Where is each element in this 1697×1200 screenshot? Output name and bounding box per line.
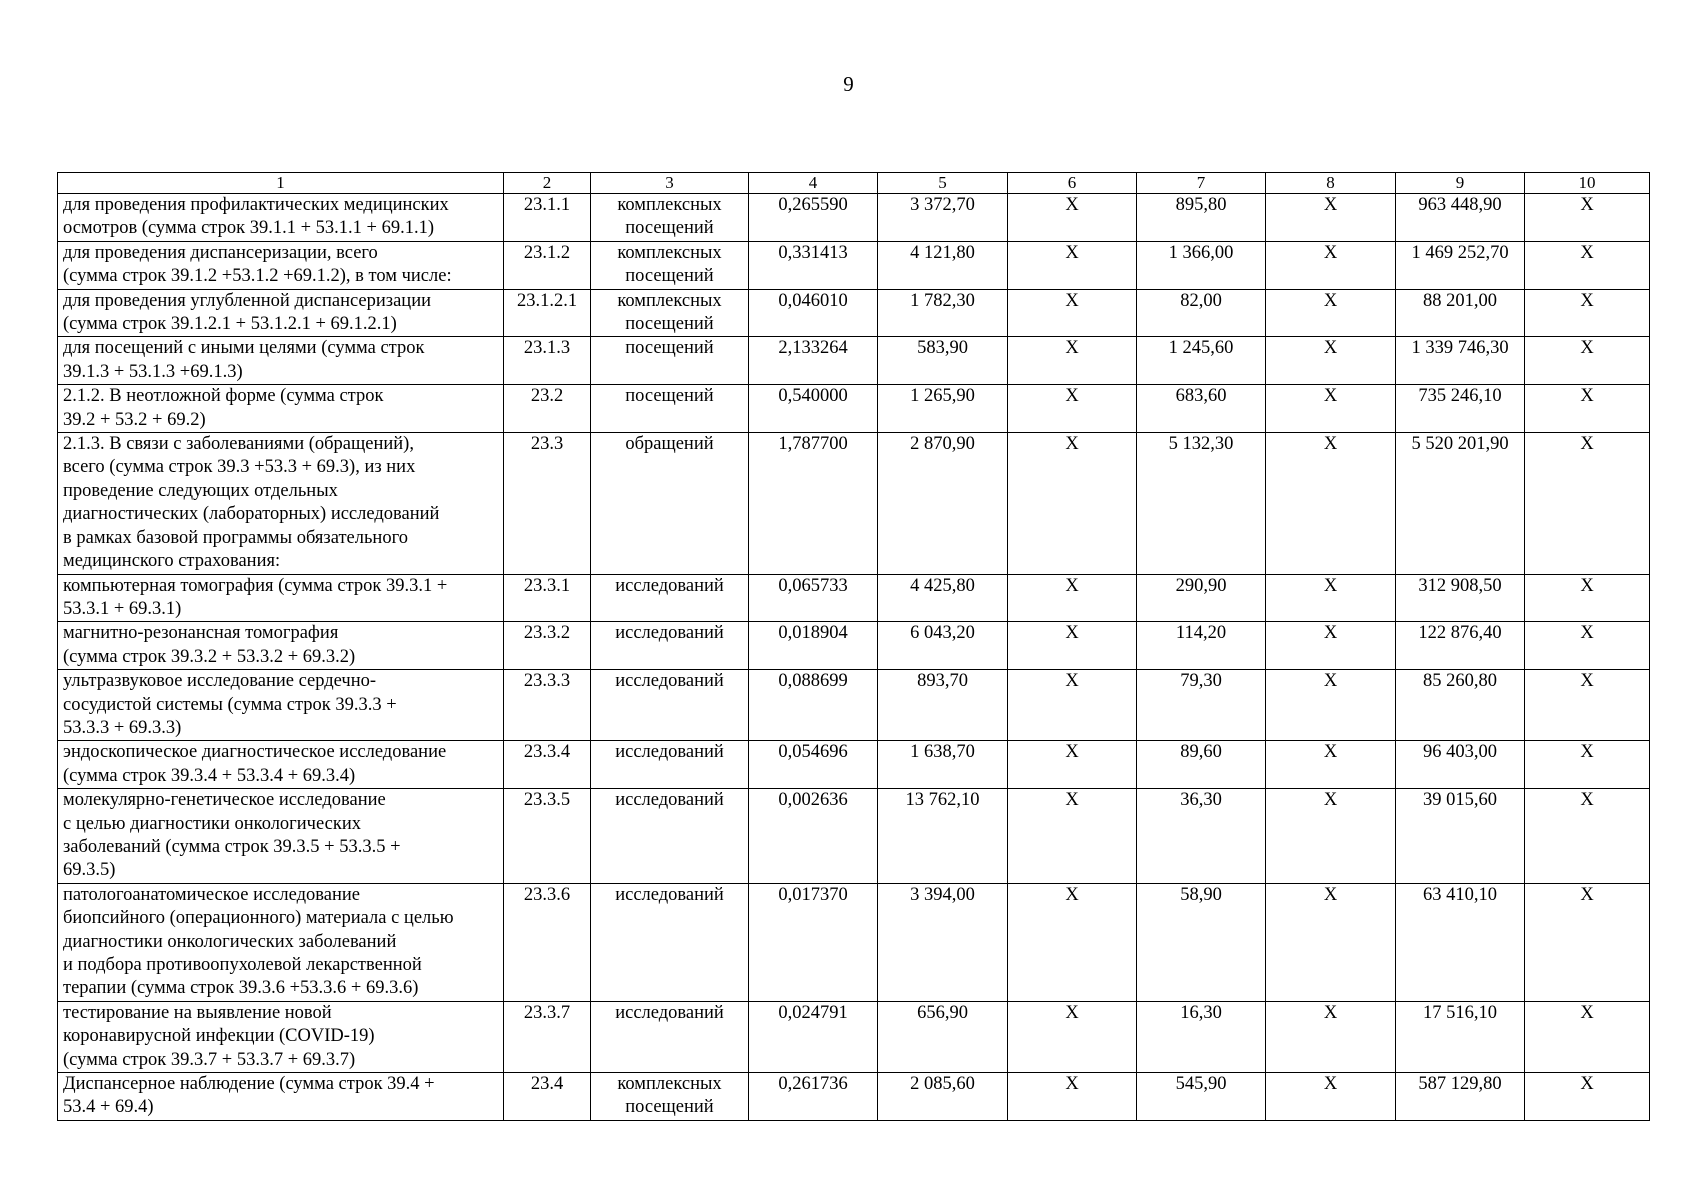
description-line: (сумма строк 39.3.4 + 53.3.4 + 69.3.4): [63, 765, 356, 786]
description-line: заболеваний (сумма строк 39.3.5 + 53.3.5 +: [63, 836, 401, 857]
row-unit-cell: [591, 574, 749, 622]
header-cell: 5: [878, 173, 1008, 194]
row-value-cell-10: Х: [1525, 433, 1650, 574]
row-unit-cell: [591, 289, 749, 337]
row-value-cell-4: 0,088699: [749, 670, 878, 741]
row-value-cell-4: 0,017370: [749, 883, 878, 1001]
row-code-cell: 23.3.1: [504, 574, 591, 622]
unit-line: посещений: [625, 218, 714, 239]
row-value-cell-9: 17 516,10: [1396, 1001, 1525, 1072]
row-value-cell-9: 735 246,10: [1396, 385, 1525, 433]
row-unit-cell: [591, 194, 749, 242]
description-line: для проведения профилактических медицинских: [63, 195, 449, 215]
description-line: для посещений с иными целями (сумма строк: [63, 338, 425, 359]
unit-line: комплексных: [617, 1074, 722, 1095]
description-line: коронавирусной инфекции (COVID-19): [63, 1026, 375, 1047]
row-value-cell-7: 545,90: [1137, 1073, 1266, 1121]
description-line: (сумма строк 39.3.2 + 53.3.2 + 69.3.2): [63, 646, 356, 667]
table-row: [58, 385, 1650, 433]
description-line: и подбора противоопухолевой лекарственной: [63, 955, 422, 975]
table-body: [58, 173, 1650, 1121]
description-line: в рамках базовой программы обязательного: [63, 527, 408, 548]
row-value-cell-4: 0,046010: [749, 289, 878, 337]
row-code-cell: 23.3.4: [504, 741, 591, 789]
row-value-cell-7: 16,30: [1137, 1001, 1266, 1072]
table-row: [58, 883, 1650, 1001]
row-unit-cell: [591, 1073, 749, 1121]
row-value-cell-8: Х: [1266, 194, 1396, 242]
row-value-cell-8: Х: [1266, 1073, 1396, 1121]
row-value-cell-5: 2 085,60: [878, 1073, 1008, 1121]
row-value-cell-9: 5 520 201,90: [1396, 433, 1525, 574]
row-code-cell: 23.1.2: [504, 241, 591, 289]
row-code-cell: 23.3.6: [504, 883, 591, 1001]
row-value-cell-8: Х: [1266, 574, 1396, 622]
row-value-cell-10: Х: [1525, 574, 1650, 622]
unit-line: комплексных: [617, 195, 722, 215]
row-value-cell-6: Х: [1008, 789, 1137, 884]
row-value-cell-7: 36,30: [1137, 789, 1266, 884]
row-description-cell: [58, 622, 504, 670]
row-description-cell: [58, 385, 504, 433]
row-value-cell-10: Х: [1525, 670, 1650, 741]
row-value-cell-7: 1 366,00: [1137, 241, 1266, 289]
row-value-cell-7: 114,20: [1137, 622, 1266, 670]
description-line: для проведения углубленной диспансеризации: [63, 290, 431, 311]
row-value-cell-6: Х: [1008, 574, 1137, 622]
header-cell: 6: [1008, 173, 1137, 194]
description-line: осмотров (сумма строк 39.1.1 + 53.1.1 + 69.1.1): [63, 218, 434, 239]
row-unit-cell: [591, 337, 749, 385]
row-value-cell-4: 1,787700: [749, 433, 878, 574]
table-row: [58, 1073, 1650, 1121]
row-value-cell-5: 1 265,90: [878, 385, 1008, 433]
row-value-cell-4: 0,331413: [749, 241, 878, 289]
unit-line: посещений: [625, 314, 714, 335]
table-row: [58, 741, 1650, 789]
header-cell: 10: [1525, 173, 1650, 194]
description-line: медицинского страхования:: [63, 551, 281, 572]
data-table: [57, 172, 1650, 1121]
row-code-cell: 23.1.2.1: [504, 289, 591, 337]
row-value-cell-5: 1 782,30: [878, 289, 1008, 337]
row-unit-cell: [591, 385, 749, 433]
description-line: (сумма строк 39.3.7 + 53.3.7 + 69.3.7): [63, 1049, 356, 1070]
row-code-cell: 23.2: [504, 385, 591, 433]
row-description-cell: [58, 433, 504, 574]
row-value-cell-5: 583,90: [878, 337, 1008, 385]
description-line: 69.3.5): [63, 860, 116, 881]
row-unit-cell: [591, 883, 749, 1001]
row-description-cell: [58, 670, 504, 741]
row-value-cell-9: 96 403,00: [1396, 741, 1525, 789]
description-line: всего (сумма строк 39.3 +53.3 + 69.3), из них: [63, 457, 416, 478]
description-line: 2.1.2. В неотложной форме (сумма строк: [63, 386, 384, 407]
description-line: терапии (сумма строк 39.3.6 +53.3.6 + 69.3.6): [63, 978, 419, 999]
row-description-cell: [58, 741, 504, 789]
row-value-cell-5: 4 121,80: [878, 241, 1008, 289]
row-unit-cell: [591, 1001, 749, 1072]
row-value-cell-6: Х: [1008, 194, 1137, 242]
header-cell: 3: [591, 173, 749, 194]
row-value-cell-8: Х: [1266, 337, 1396, 385]
unit-line: посещений: [625, 1097, 714, 1118]
row-description-cell: [58, 337, 504, 385]
row-value-cell-8: Х: [1266, 433, 1396, 574]
unit-line: посещений: [625, 266, 714, 287]
row-description-cell: [58, 574, 504, 622]
row-code-cell: 23.1.3: [504, 337, 591, 385]
row-value-cell-8: Х: [1266, 241, 1396, 289]
unit-line: исследований: [615, 575, 724, 596]
header-cell: 8: [1266, 173, 1396, 194]
row-value-cell-10: Х: [1525, 337, 1650, 385]
table-row: [58, 337, 1650, 385]
row-value-cell-6: Х: [1008, 1073, 1137, 1121]
row-unit-cell: [591, 622, 749, 670]
row-value-cell-6: Х: [1008, 289, 1137, 337]
row-value-cell-10: Х: [1525, 194, 1650, 242]
row-value-cell-9: 312 908,50: [1396, 574, 1525, 622]
row-value-cell-6: Х: [1008, 385, 1137, 433]
row-value-cell-4: 0,024791: [749, 1001, 878, 1072]
row-value-cell-8: Х: [1266, 789, 1396, 884]
row-value-cell-5: 6 043,20: [878, 622, 1008, 670]
row-value-cell-6: Х: [1008, 741, 1137, 789]
row-value-cell-4: 0,265590: [749, 194, 878, 242]
unit-line: исследований: [615, 623, 724, 644]
header-cell: 9: [1396, 173, 1525, 194]
header-cell: 4: [749, 173, 878, 194]
row-value-cell-8: Х: [1266, 883, 1396, 1001]
row-value-cell-4: 2,133264: [749, 337, 878, 385]
row-value-cell-10: Х: [1525, 1001, 1650, 1072]
row-value-cell-6: Х: [1008, 241, 1137, 289]
description-line: для проведения диспансеризации, всего: [63, 242, 378, 263]
row-value-cell-5: 3 394,00: [878, 883, 1008, 1001]
row-code-cell: 23.3: [504, 433, 591, 574]
row-code-cell: 23.3.3: [504, 670, 591, 741]
table-row: [58, 789, 1650, 884]
description-line: патологоанатомическое исследование: [63, 884, 360, 905]
row-value-cell-4: 0,054696: [749, 741, 878, 789]
row-value-cell-6: Х: [1008, 1001, 1137, 1072]
row-value-cell-4: 0,261736: [749, 1073, 878, 1121]
row-value-cell-7: 79,30: [1137, 670, 1266, 741]
description-line: молекулярно-генетическое исследование: [63, 790, 386, 811]
row-description-cell: [58, 241, 504, 289]
unit-line: посещений: [625, 386, 714, 407]
row-value-cell-9: 63 410,10: [1396, 883, 1525, 1001]
description-line: ультразвуковое исследование сердечно-: [63, 671, 377, 692]
table-row: [58, 670, 1650, 741]
description-line: диагностических (лабораторных) исследований: [63, 504, 440, 525]
description-line: 53.3.3 + 69.3.3): [63, 717, 182, 738]
row-value-cell-7: 1 245,60: [1137, 337, 1266, 385]
description-line: магнитно-резонансная томография: [63, 623, 339, 644]
table-row: [58, 241, 1650, 289]
page-number: 9: [843, 72, 854, 96]
row-value-cell-4: 0,065733: [749, 574, 878, 622]
row-description-cell: [58, 289, 504, 337]
table-row: [58, 433, 1650, 574]
unit-line: исследований: [615, 742, 724, 763]
row-description-cell: [58, 1073, 504, 1121]
row-value-cell-5: 3 372,70: [878, 194, 1008, 242]
row-value-cell-4: 0,002636: [749, 789, 878, 884]
row-value-cell-10: Х: [1525, 883, 1650, 1001]
row-value-cell-10: Х: [1525, 741, 1650, 789]
row-value-cell-4: 0,018904: [749, 622, 878, 670]
unit-line: исследований: [615, 1002, 724, 1023]
table-row: [58, 289, 1650, 337]
row-value-cell-7: 683,60: [1137, 385, 1266, 433]
row-value-cell-5: 2 870,90: [878, 433, 1008, 574]
row-value-cell-9: 85 260,80: [1396, 670, 1525, 741]
row-description-cell: [58, 194, 504, 242]
description-line: компьютерная томография (сумма строк 39.3.1 +: [63, 575, 448, 596]
header-cell: 7: [1137, 173, 1266, 194]
row-value-cell-5: 656,90: [878, 1001, 1008, 1072]
unit-line: исследований: [615, 790, 724, 811]
unit-line: исследований: [615, 884, 724, 905]
row-code-cell: 23.3.2: [504, 622, 591, 670]
row-value-cell-9: 1 469 252,70: [1396, 241, 1525, 289]
description-line: тестирование на выявление новой: [63, 1002, 332, 1023]
row-unit-cell: [591, 789, 749, 884]
row-value-cell-7: 5 132,30: [1137, 433, 1266, 574]
row-value-cell-9: 587 129,80: [1396, 1073, 1525, 1121]
description-line: эндоскопическое диагностическое исследование: [63, 742, 447, 763]
description-line: (сумма строк 39.1.2 +53.1.2 +69.1.2), в том числе:: [63, 266, 452, 287]
row-value-cell-7: 89,60: [1137, 741, 1266, 789]
row-value-cell-5: 13 762,10: [878, 789, 1008, 884]
row-value-cell-6: Х: [1008, 883, 1137, 1001]
table-row: [58, 622, 1650, 670]
description-line: проведение следующих отдельных: [63, 480, 338, 501]
row-value-cell-7: 290,90: [1137, 574, 1266, 622]
row-value-cell-10: Х: [1525, 1073, 1650, 1121]
row-value-cell-10: Х: [1525, 622, 1650, 670]
description-line: (сумма строк 39.1.2.1 + 53.1.2.1 + 69.1.2.1): [63, 314, 397, 335]
row-value-cell-5: 4 425,80: [878, 574, 1008, 622]
description-line: 39.1.3 + 53.1.3 +69.1.3): [63, 361, 243, 382]
description-line: 53.3.1 + 69.3.1): [63, 598, 182, 619]
row-value-cell-4: 0,540000: [749, 385, 878, 433]
unit-line: исследований: [615, 671, 724, 692]
row-value-cell-7: 82,00: [1137, 289, 1266, 337]
row-unit-cell: [591, 433, 749, 574]
table-row: [58, 1001, 1650, 1072]
row-code-cell: 23.4: [504, 1073, 591, 1121]
row-description-cell: [58, 789, 504, 884]
row-unit-cell: [591, 741, 749, 789]
row-description-cell: [58, 1001, 504, 1072]
row-value-cell-6: Х: [1008, 433, 1137, 574]
row-value-cell-6: Х: [1008, 670, 1137, 741]
row-value-cell-9: 963 448,90: [1396, 194, 1525, 242]
header-cell: 1: [58, 173, 504, 194]
row-value-cell-8: Х: [1266, 741, 1396, 789]
row-value-cell-7: 58,90: [1137, 883, 1266, 1001]
table-header-row: [58, 173, 1650, 194]
row-code-cell: 23.3.7: [504, 1001, 591, 1072]
row-value-cell-5: 1 638,70: [878, 741, 1008, 789]
row-value-cell-9: 88 201,00: [1396, 289, 1525, 337]
unit-line: комплексных: [617, 242, 722, 263]
unit-line: обращений: [625, 434, 714, 455]
row-value-cell-9: 39 015,60: [1396, 789, 1525, 884]
table-row: [58, 574, 1650, 622]
description-line: Диспансерное наблюдение (сумма строк 39.4 +: [63, 1074, 435, 1095]
row-value-cell-8: Х: [1266, 1001, 1396, 1072]
row-value-cell-8: Х: [1266, 289, 1396, 337]
row-value-cell-5: 893,70: [878, 670, 1008, 741]
table-row: [58, 194, 1650, 242]
row-unit-cell: [591, 670, 749, 741]
row-value-cell-8: Х: [1266, 670, 1396, 741]
row-value-cell-10: Х: [1525, 789, 1650, 884]
row-value-cell-6: Х: [1008, 622, 1137, 670]
description-line: с целью диагностики онкологических: [63, 813, 361, 834]
description-line: диагностики онкологических заболеваний: [63, 931, 397, 952]
row-value-cell-9: 122 876,40: [1396, 622, 1525, 670]
row-value-cell-10: Х: [1525, 385, 1650, 433]
description-line: биопсийного (операционного) материала с целью: [63, 908, 454, 929]
row-code-cell: 23.1.1: [504, 194, 591, 242]
description-line: сосудистой системы (сумма строк 39.3.3 +: [63, 694, 397, 715]
row-value-cell-8: Х: [1266, 622, 1396, 670]
header-cell: 2: [504, 173, 591, 194]
row-value-cell-8: Х: [1266, 385, 1396, 433]
row-value-cell-6: Х: [1008, 337, 1137, 385]
unit-line: посещений: [625, 338, 714, 359]
row-value-cell-10: Х: [1525, 289, 1650, 337]
row-value-cell-10: Х: [1525, 241, 1650, 289]
row-description-cell: [58, 883, 504, 1001]
description-line: 2.1.3. В связи с заболеваниями (обращений),: [63, 434, 414, 455]
row-value-cell-9: 1 339 746,30: [1396, 337, 1525, 385]
unit-line: комплексных: [617, 290, 722, 311]
row-unit-cell: [591, 241, 749, 289]
description-line: 53.4 + 69.4): [63, 1097, 154, 1118]
row-code-cell: 23.3.5: [504, 789, 591, 884]
row-value-cell-7: 895,80: [1137, 194, 1266, 242]
description-line: 39.2 + 53.2 + 69.2): [63, 409, 206, 430]
